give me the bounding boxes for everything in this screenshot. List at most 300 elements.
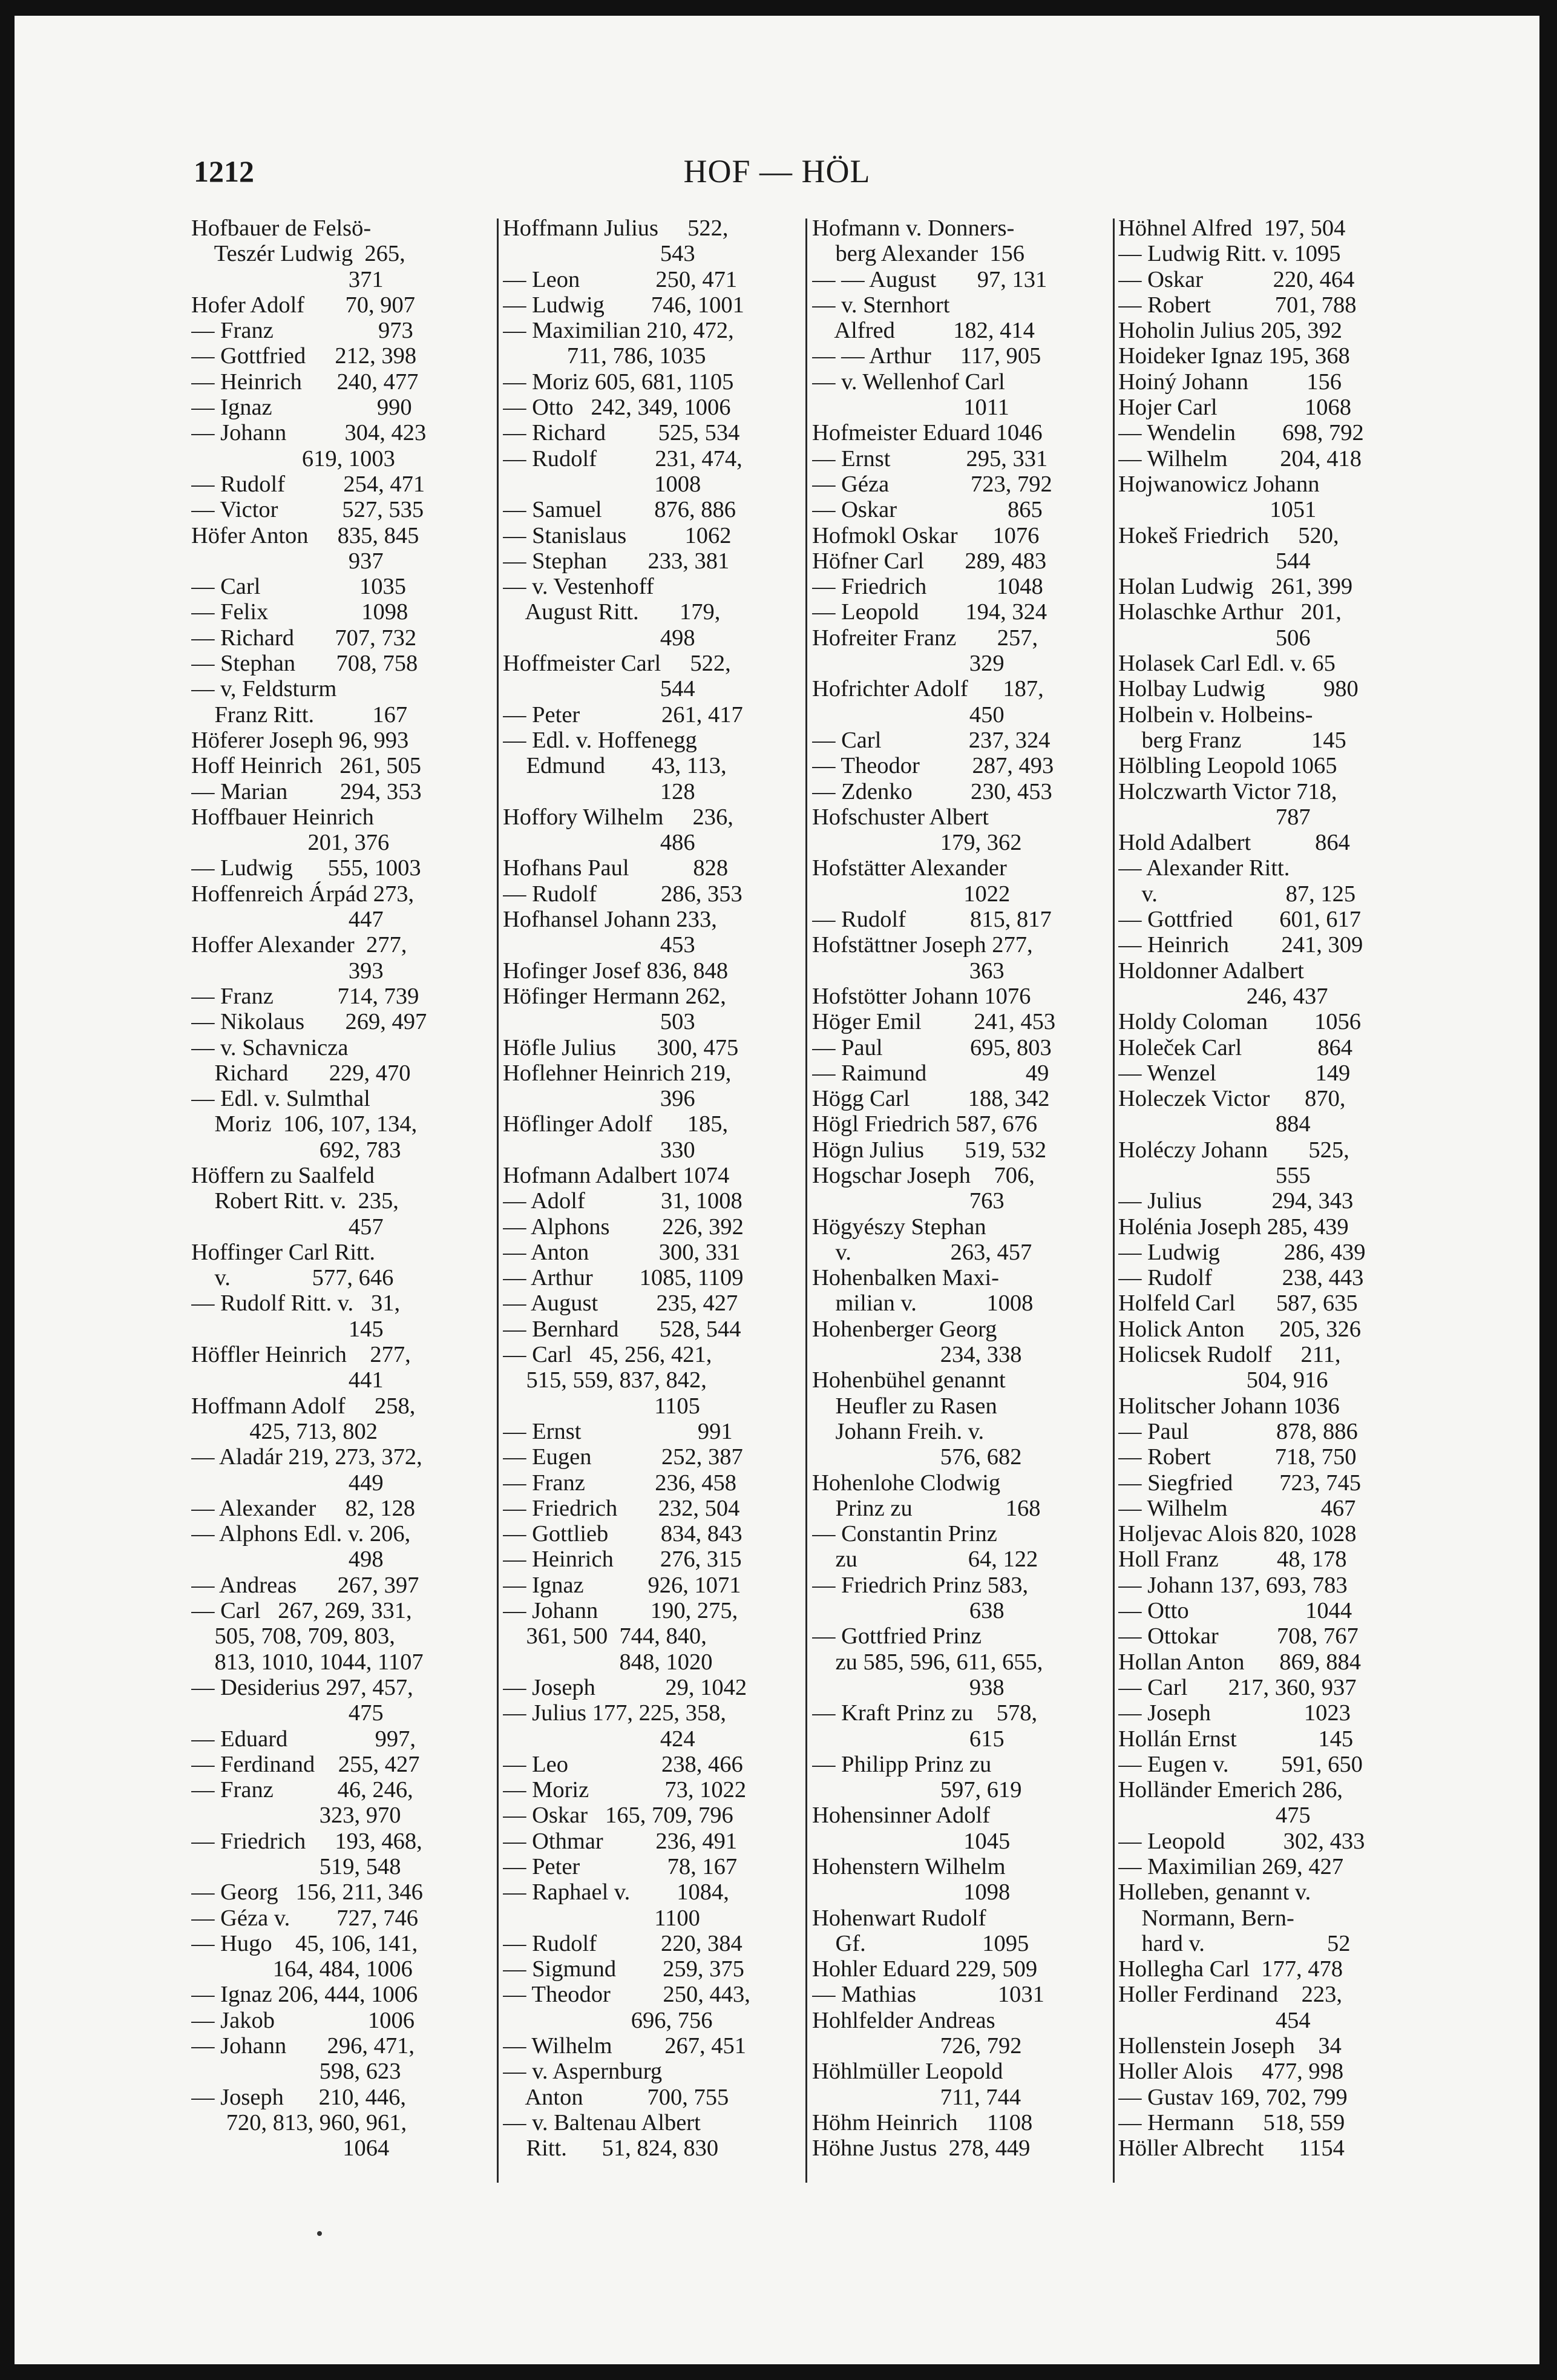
index-entry-line: Hojer Carl 1068 bbox=[1118, 395, 1351, 421]
index-entry-line: — Jakob 1006 bbox=[191, 2007, 415, 2033]
index-entry-line: — Joseph 1023 bbox=[1118, 1700, 1351, 1726]
index-entry-line: zu 64, 122 bbox=[812, 1547, 1038, 1573]
index-entry-line: Höflinger Adolf 185, bbox=[503, 1111, 729, 1137]
index-entry-line: 234, 338 bbox=[812, 1342, 1022, 1368]
index-entry-line: — Carl 45, 256, 421, bbox=[503, 1342, 712, 1368]
index-entry-line: — Alexander Ritt. bbox=[1118, 855, 1290, 881]
index-entry-line: — v, Feldsturm bbox=[191, 676, 337, 702]
index-entry-line: 506 bbox=[1118, 625, 1311, 651]
index-entry-line: v. 87, 125 bbox=[1118, 881, 1356, 907]
index-entry-line: 475 bbox=[1118, 1803, 1311, 1829]
index-column-3 bbox=[812, 215, 1103, 2183]
index-entry-line: Holbein v. Holbeins- bbox=[1118, 702, 1313, 728]
index-entry-line: — Oskar 220, 464 bbox=[1118, 266, 1355, 292]
index-entry-line: Hohenwart Rudolf bbox=[812, 1905, 986, 1931]
index-entry-line: 519, 548 bbox=[191, 1854, 401, 1879]
index-entry-line: Hollán Ernst 145 bbox=[1118, 1726, 1354, 1752]
index-entry-line: — Otto 242, 349, 1006 bbox=[503, 395, 731, 421]
index-entry-line: — Mathias 1031 bbox=[812, 1982, 1044, 2008]
index-entry-line: 544 bbox=[503, 676, 695, 702]
index-entry-line: — Sigmund 259, 375 bbox=[503, 1956, 744, 1982]
index-entry-line: — Peter 78, 167 bbox=[503, 1854, 738, 1879]
index-entry-line: — Zdenko 230, 453 bbox=[812, 778, 1052, 804]
index-entry-line: Hokeš Friedrich 520, bbox=[1118, 522, 1339, 548]
index-entry-line: Holaschke Arthur 201, bbox=[1118, 599, 1342, 625]
index-entry-line: 1098 bbox=[812, 1879, 1011, 1905]
index-entry-line: Hofmokl Oskar 1076 bbox=[812, 522, 1040, 548]
index-entry-line: 619, 1003 bbox=[191, 445, 395, 472]
stray-ink-dot bbox=[317, 2231, 322, 2236]
index-entry-line: 711, 744 bbox=[812, 2084, 1021, 2110]
index-entry-line: — Joseph 210, 446, bbox=[191, 2084, 407, 2110]
index-entry-line: milian v. 1008 bbox=[812, 1290, 1034, 1317]
index-entry-line: — Ottokar 708, 767 bbox=[1118, 1623, 1359, 1649]
page-header bbox=[15, 16, 1539, 197]
index-entry-line: Edmund 43, 113, bbox=[503, 753, 727, 779]
index-entry-line: — Constantin Prinz bbox=[812, 1521, 997, 1547]
index-entry-line: — Ludwig Ritt. v. 1095 bbox=[1118, 241, 1341, 267]
index-entry-line: — Moriz 73, 1022 bbox=[503, 1777, 747, 1803]
index-entry-line: — Johann 190, 275, bbox=[503, 1598, 738, 1624]
index-entry-line: — Carl 1035 bbox=[191, 574, 407, 600]
index-entry-line: 543 bbox=[503, 241, 695, 267]
index-entry-line: 544 bbox=[1118, 548, 1311, 574]
index-entry-line: Högl Friedrich 587, 676 bbox=[812, 1111, 1038, 1137]
index-entry-line: — Othmar 236, 491 bbox=[503, 1828, 738, 1854]
index-entry-line: — — August 97, 131 bbox=[812, 266, 1047, 292]
index-entry-line: 503 bbox=[503, 1009, 695, 1035]
index-entry-line: 884 bbox=[1118, 1111, 1311, 1137]
index-entry-line: Hoffmann Adolf 258, bbox=[191, 1393, 416, 1419]
index-entry-line: Holler Ferdinand 223, bbox=[1118, 1982, 1342, 2008]
index-entry-line: 638 bbox=[812, 1598, 1005, 1624]
index-entry-line: — Friedrich 193, 468, bbox=[191, 1828, 422, 1854]
index-entry-line: — Felix 1098 bbox=[191, 599, 408, 625]
index-column-4 bbox=[1118, 215, 1409, 2183]
index-entry-line: 330 bbox=[503, 1137, 695, 1163]
index-entry-line: — Wendelin 698, 792 bbox=[1118, 420, 1364, 446]
index-entry-line: Hofmeister Eduard 1046 bbox=[812, 420, 1043, 446]
index-entry-line: — Ludwig 746, 1001 bbox=[503, 292, 744, 318]
index-entry-line: — Maximilian 269, 427 bbox=[1118, 1854, 1344, 1879]
index-entry-line: — Philipp Prinz zu bbox=[812, 1751, 992, 1777]
index-entry-line: — Ludwig 286, 439 bbox=[1118, 1239, 1366, 1265]
index-entry-line: 937 bbox=[191, 548, 384, 574]
index-entry-line: Holleben, genannt v. bbox=[1118, 1879, 1311, 1905]
index-entry-line: Gf. 1095 bbox=[812, 1930, 1029, 1956]
index-entry-line: — Franz 236, 458 bbox=[503, 1470, 737, 1496]
index-entry-line: — Stephan 233, 381 bbox=[503, 548, 730, 574]
index-entry-line: Hoffinger Carl Ritt. bbox=[191, 1239, 376, 1265]
index-entry-line: — Aladár 219, 273, 372, bbox=[191, 1444, 422, 1470]
index-entry-line: — Heinrich 240, 477 bbox=[191, 369, 419, 395]
index-entry-line: 515, 559, 837, 842, bbox=[503, 1367, 707, 1393]
index-entry-line: Hofschuster Albert bbox=[812, 804, 989, 830]
index-entry-line: Holler Alois 477, 998 bbox=[1118, 2059, 1344, 2085]
index-entry-line: zu 585, 596, 611, 655, bbox=[812, 1649, 1043, 1675]
index-entry-line: Hold Adalbert 864 bbox=[1118, 830, 1350, 856]
index-entry-line: 787 bbox=[1118, 804, 1311, 830]
index-entry-line: hard v. 52 bbox=[1118, 1930, 1351, 1956]
index-entry-line: — Wilhelm 467 bbox=[1118, 1495, 1356, 1521]
index-entry-line: 450 bbox=[812, 702, 1005, 728]
index-entry-line: — Bernhard 528, 544 bbox=[503, 1316, 741, 1342]
document-page bbox=[15, 16, 1539, 2364]
index-entry-line: — Johann 304, 423 bbox=[191, 420, 427, 446]
index-entry-line: 447 bbox=[191, 907, 384, 933]
index-entry-line: — Géza 723, 792 bbox=[812, 471, 1052, 497]
index-entry-line: — Otto 1044 bbox=[1118, 1598, 1352, 1624]
index-entry-line: v. 577, 646 bbox=[191, 1265, 394, 1291]
index-entry-line: Holan Ludwig 261, 399 bbox=[1118, 574, 1353, 600]
index-entry-line: Holeczek Victor 870, bbox=[1118, 1086, 1346, 1112]
index-entry-line: — Franz 714, 739 bbox=[191, 983, 419, 1009]
index-entry-line: 938 bbox=[812, 1674, 1005, 1700]
index-entry-line: — Julius 294, 343 bbox=[1118, 1188, 1354, 1214]
index-entry-line: — Rudolf 254, 471 bbox=[191, 471, 425, 497]
index-entry-line: — v. Vestenhoff bbox=[503, 574, 654, 600]
index-entry-line: Hohlfelder Andreas bbox=[812, 2007, 995, 2033]
index-entry-line: — Carl 267, 269, 331, bbox=[191, 1598, 412, 1624]
index-entry-line: — Johann 137, 693, 783 bbox=[1118, 1572, 1348, 1598]
index-entry-line: Ritt. 51, 824, 830 bbox=[503, 2135, 719, 2161]
index-entry-line: 1011 bbox=[812, 395, 1009, 421]
index-columns bbox=[191, 215, 1414, 2183]
index-entry-line: Holdy Coloman 1056 bbox=[1118, 1009, 1362, 1035]
index-entry-line: — Leo 238, 466 bbox=[503, 1751, 743, 1777]
index-entry-line: — Samuel 876, 886 bbox=[503, 497, 736, 523]
index-entry-line: — Rudolf 286, 353 bbox=[503, 881, 742, 907]
index-entry-line: 361, 500 744, 840, bbox=[503, 1623, 707, 1649]
index-entry-line: Hofhans Paul 828 bbox=[503, 855, 729, 881]
index-entry-line: Hohensinner Adolf bbox=[812, 1803, 991, 1829]
index-entry-line: 498 bbox=[191, 1547, 384, 1573]
index-entry-line: Hofreiter Franz 257, bbox=[812, 625, 1038, 651]
index-entry-line: Holitscher Johann 1036 bbox=[1118, 1393, 1340, 1419]
index-entry-line: — Wilhelm 204, 418 bbox=[1118, 445, 1362, 472]
index-entry-line: — Géza v. 727, 746 bbox=[191, 1905, 418, 1931]
index-entry-line: Robert Ritt. v. 235, bbox=[191, 1188, 399, 1214]
index-entry-line: 696, 756 bbox=[503, 2007, 713, 2033]
index-entry-line: Hollan Anton 869, 884 bbox=[1118, 1649, 1362, 1675]
index-entry-line: berg Franz 145 bbox=[1118, 727, 1346, 753]
index-entry-line: 424 bbox=[503, 1726, 695, 1752]
index-entry-line: — Rudolf 238, 443 bbox=[1118, 1265, 1364, 1291]
index-entry-line: — Heinrich 241, 309 bbox=[1118, 932, 1363, 958]
index-entry-line: Teszér Ludwig 265, bbox=[191, 241, 405, 267]
index-entry-line: Holéczy Johann 525, bbox=[1118, 1137, 1349, 1163]
index-entry-line: — Franz 46, 246, bbox=[191, 1777, 413, 1803]
index-entry-line: — Oskar 165, 709, 796 bbox=[503, 1803, 733, 1829]
index-entry-line: — Gottlieb 834, 843 bbox=[503, 1521, 742, 1547]
index-entry-line: — Paul 695, 803 bbox=[812, 1034, 1052, 1060]
index-entry-line: Prinz zu 168 bbox=[812, 1495, 1041, 1521]
index-entry-line: Holfeld Carl 587, 635 bbox=[1118, 1290, 1358, 1317]
index-entry-line: — Leon 250, 471 bbox=[503, 266, 738, 292]
index-entry-line: — Richard 707, 732 bbox=[191, 625, 417, 651]
index-entry-line: — Rudolf 231, 474, bbox=[503, 445, 742, 472]
index-entry-line: — Richard 525, 534 bbox=[503, 420, 740, 446]
index-entry-line: — Nikolaus 269, 497 bbox=[191, 1009, 427, 1035]
index-entry-line: — Robert 701, 788 bbox=[1118, 292, 1357, 318]
index-entry-line: Hofbauer de Felsö- bbox=[191, 215, 372, 241]
index-entry-line: — v. Baltenau Albert bbox=[503, 2109, 701, 2135]
index-entry-line: 597, 619 bbox=[812, 1777, 1022, 1803]
index-entry-line: — Gottfried 212, 398 bbox=[191, 343, 417, 369]
index-entry-line: — Julius 177, 225, 358, bbox=[503, 1700, 726, 1726]
index-entry-line: — Wilhelm 267, 451 bbox=[503, 2033, 746, 2059]
index-entry-line: — Ferdinand 255, 427 bbox=[191, 1751, 420, 1777]
index-entry-line: Hofstötter Johann 1076 bbox=[812, 983, 1031, 1009]
index-entry-line: 393 bbox=[191, 958, 384, 984]
index-entry-line: Hofinger Josef 836, 848 bbox=[503, 958, 729, 984]
index-entry-line: — Carl 217, 360, 937 bbox=[1118, 1674, 1357, 1700]
index-entry-line: 1100 bbox=[503, 1905, 700, 1931]
index-entry-line: — Gottfried Prinz bbox=[812, 1623, 982, 1649]
index-entry-line: — Friedrich Prinz 583, bbox=[812, 1572, 1029, 1598]
index-entry-line: Richard 229, 470 bbox=[191, 1060, 411, 1086]
index-entry-line: 246, 437 bbox=[1118, 983, 1328, 1009]
index-entry-line: — Eugen v. 591, 650 bbox=[1118, 1751, 1363, 1777]
index-entry-line: Holjevac Alois 820, 1028 bbox=[1118, 1521, 1357, 1547]
index-entry-line: 692, 783 bbox=[191, 1137, 401, 1163]
index-entry-line: Höfle Julius 300, 475 bbox=[503, 1034, 739, 1060]
index-entry-line: Hoideker Ignaz 195, 368 bbox=[1118, 343, 1350, 369]
index-entry-line: Höhnel Alfred 197, 504 bbox=[1118, 215, 1346, 241]
index-entry-line: — Friedrich 1048 bbox=[812, 574, 1043, 600]
index-entry-line: 1051 bbox=[1118, 497, 1317, 523]
index-entry-line: Holczwarth Victor 718, bbox=[1118, 778, 1337, 804]
index-entry-line: — Moriz 605, 681, 1105 bbox=[503, 369, 734, 395]
index-entry-line: berg Alexander 156 bbox=[812, 241, 1025, 267]
index-entry-line: 475 bbox=[191, 1700, 384, 1726]
index-entry-line: 164, 484, 1006 bbox=[191, 1956, 413, 1982]
index-entry-line: — Ernst 295, 331 bbox=[812, 445, 1048, 472]
index-entry-line: 1064 bbox=[191, 2135, 390, 2161]
index-entry-line: 441 bbox=[191, 1367, 384, 1393]
index-entry-line: — Wenzel 149 bbox=[1118, 1060, 1351, 1086]
index-entry-line: — Ignaz 990 bbox=[191, 395, 412, 421]
index-entry-line: 505, 708, 709, 803, bbox=[191, 1623, 395, 1649]
index-entry-line: Höfer Anton 835, 845 bbox=[191, 522, 419, 548]
index-entry-line: 813, 1010, 1044, 1107 bbox=[191, 1649, 424, 1675]
index-entry-line: Höffler Heinrich 277, bbox=[191, 1342, 411, 1368]
index-entry-line: — — Arthur 117, 905 bbox=[812, 343, 1041, 369]
index-entry-line: — Ernst 991 bbox=[503, 1418, 733, 1444]
index-entry-line: Hollenstein Joseph 34 bbox=[1118, 2033, 1342, 2059]
index-entry-line: 323, 970 bbox=[191, 1803, 401, 1829]
index-entry-line: — v. Aspernburg bbox=[503, 2059, 663, 2085]
index-entry-line: 1105 bbox=[503, 1393, 700, 1419]
index-entry-line: Franz Ritt. 167 bbox=[191, 702, 408, 728]
index-entry-line: Hohenbühel genannt bbox=[812, 1367, 1006, 1393]
index-entry-line: Hojwanowicz Johann bbox=[1118, 471, 1320, 497]
index-entry-line: — Paul 878, 886 bbox=[1118, 1418, 1358, 1444]
index-entry-line: — Marian 294, 353 bbox=[191, 778, 422, 804]
index-entry-line: 726, 792 bbox=[812, 2033, 1022, 2059]
index-entry-line: Höhm Heinrich 1108 bbox=[812, 2109, 1033, 2135]
index-entry-line: Holick Anton 205, 326 bbox=[1118, 1316, 1362, 1342]
index-entry-line: — Carl 237, 324 bbox=[812, 727, 1051, 753]
index-entry-line: 598, 623 bbox=[191, 2059, 401, 2085]
index-entry-line: 711, 786, 1035 bbox=[503, 343, 706, 369]
index-entry-line: 449 bbox=[191, 1470, 384, 1496]
index-entry-line: 371 bbox=[191, 266, 384, 292]
index-entry-line: — Edl. v. Sulmthal bbox=[191, 1086, 370, 1112]
index-entry-line: 848, 1020 bbox=[503, 1649, 713, 1675]
index-entry-line: — Leopold 302, 433 bbox=[1118, 1828, 1365, 1854]
index-entry-line: Höller Albrecht 1154 bbox=[1118, 2135, 1345, 2161]
index-entry-line: Hoffer Alexander 277, bbox=[191, 932, 407, 958]
index-entry-line: — Peter 261, 417 bbox=[503, 702, 743, 728]
index-entry-line: Hoholin Julius 205, 392 bbox=[1118, 318, 1343, 344]
index-entry-line: Hofstättner Joseph 277, bbox=[812, 932, 1033, 958]
index-entry-line: Heufler zu Rasen bbox=[812, 1393, 997, 1419]
index-entry-line: 763 bbox=[812, 1188, 1005, 1214]
index-entry-line: — v. Schavnicza bbox=[191, 1034, 349, 1060]
index-entry-line: Höffern zu Saalfeld bbox=[191, 1162, 375, 1188]
index-entry-line: — Raphael v. 1084, bbox=[503, 1879, 729, 1905]
index-entry-line: Hofstätter Alexander bbox=[812, 855, 1007, 881]
index-entry-line: — v. Sternhort bbox=[812, 292, 950, 318]
index-entry-line: Hoflehner Heinrich 219, bbox=[503, 1060, 732, 1086]
index-entry-line: 615 bbox=[812, 1726, 1005, 1752]
index-entry-line: 454 bbox=[1118, 2007, 1311, 2033]
index-entry-line: — Ignaz 926, 1071 bbox=[503, 1572, 741, 1598]
page-number: 1212 bbox=[194, 154, 254, 188]
index-entry-line: Hofrichter Adolf 187, bbox=[812, 676, 1044, 702]
index-entry-line: — Alexander 82, 128 bbox=[191, 1495, 415, 1521]
index-entry-line: Hohenstern Wilhelm bbox=[812, 1854, 1006, 1879]
index-entry-line: Höferer Joseph 96, 993 bbox=[191, 727, 409, 753]
index-entry-line: — Ignaz 206, 444, 1006 bbox=[191, 1982, 418, 2008]
index-entry-line: 179, 362 bbox=[812, 830, 1022, 856]
index-entry-line: 201, 376 bbox=[191, 830, 390, 856]
index-entry-line: — Siegfried 723, 745 bbox=[1118, 1470, 1361, 1496]
index-entry-line: Högg Carl 188, 342 bbox=[812, 1086, 1050, 1112]
index-entry-line: Hohenbalken Maxi- bbox=[812, 1265, 999, 1291]
index-entry-line: — Franz 973 bbox=[191, 318, 413, 344]
index-entry-line: Moriz 106, 107, 134, bbox=[191, 1111, 418, 1137]
index-entry-line: August Ritt. 179, bbox=[503, 599, 721, 625]
index-entry-line: — Gustav 169, 702, 799 bbox=[1118, 2084, 1348, 2110]
index-entry-line: Hoffmann Julius 522, bbox=[503, 215, 729, 241]
index-entry-line: 425, 713, 802 bbox=[191, 1418, 378, 1444]
index-entry-line: — Desiderius 297, 457, bbox=[191, 1674, 413, 1700]
index-entry-line: Hoffbauer Heinrich bbox=[191, 804, 374, 830]
index-entry-line: Holasek Carl Edl. v. 65 bbox=[1118, 651, 1336, 677]
index-entry-line: — Victor 527, 535 bbox=[191, 497, 424, 523]
index-column-1 bbox=[191, 215, 482, 2183]
index-entry-line: Hoffenreich Árpád 273, bbox=[191, 881, 415, 907]
index-entry-line: 363 bbox=[812, 958, 1005, 984]
index-entry-line: Hofmann Adalbert 1074 bbox=[503, 1162, 730, 1188]
index-entry-line: Johann Freih. v. bbox=[812, 1418, 985, 1444]
index-entry-line: Holbay Ludwig 980 bbox=[1118, 676, 1359, 702]
index-entry-line: — Gottfried 601, 617 bbox=[1118, 907, 1361, 933]
index-entry-line: 555 bbox=[1118, 1162, 1311, 1188]
index-entry-line: — Kraft Prinz zu 578, bbox=[812, 1700, 1038, 1726]
index-entry-line: — Theodor 250, 443, bbox=[503, 1982, 750, 2008]
index-entry-line: — Raimund 49 bbox=[812, 1060, 1049, 1086]
index-entry-line: — Edl. v. Hoffenegg bbox=[503, 727, 697, 753]
index-entry-line: — Anton 300, 331 bbox=[503, 1239, 741, 1265]
index-entry-line: Hohenlohe Clodwig bbox=[812, 1470, 1001, 1496]
index-entry-line: Hoffory Wilhelm 236, bbox=[503, 804, 733, 830]
index-entry-line: — Maximilian 210, 472, bbox=[503, 318, 734, 344]
index-entry-line: 457 bbox=[191, 1214, 384, 1240]
index-entry-line: — Rudolf 220, 384 bbox=[503, 1930, 742, 1956]
index-entry-line: Holl Franz 48, 178 bbox=[1118, 1547, 1347, 1573]
index-entry-line: — Johann 296, 471, bbox=[191, 2033, 415, 2059]
index-entry-line: — Rudolf 815, 817 bbox=[812, 907, 1052, 933]
index-entry-line: 486 bbox=[503, 830, 695, 856]
running-head: HOF — HÖL bbox=[683, 153, 871, 189]
index-entry-line: Holeček Carl 864 bbox=[1118, 1034, 1353, 1060]
index-entry-line: — Andreas 267, 397 bbox=[191, 1572, 419, 1598]
index-entry-line: 1045 bbox=[812, 1828, 1011, 1854]
index-entry-line: 396 bbox=[503, 1086, 695, 1112]
index-entry-line: — Hugo 45, 106, 141, bbox=[191, 1930, 418, 1956]
index-entry-line: — Alphons 226, 392 bbox=[503, 1214, 744, 1240]
index-entry-line: — Stanislaus 1062 bbox=[503, 522, 732, 548]
index-entry-line: Holländer Emerich 286, bbox=[1118, 1777, 1343, 1803]
index-entry-line: 498 bbox=[503, 625, 695, 651]
index-entry-line: Höhne Justus 278, 449 bbox=[812, 2135, 1031, 2161]
index-entry-line: Hofmann v. Donners- bbox=[812, 215, 1015, 241]
index-entry-line: 1022 bbox=[812, 881, 1011, 907]
index-entry-line: v. 263, 457 bbox=[812, 1239, 1032, 1265]
index-entry-line: Anton 700, 755 bbox=[503, 2084, 729, 2110]
index-entry-line: Hoiný Johann 156 bbox=[1118, 369, 1342, 395]
index-entry-line: Hogschar Joseph 706, bbox=[812, 1162, 1035, 1188]
index-entry-line: 145 bbox=[191, 1316, 384, 1342]
index-entry-line: Hofhansel Johann 233, bbox=[503, 907, 717, 933]
index-entry-line: — Adolf 31, 1008 bbox=[503, 1188, 742, 1214]
index-entry-line: — Oskar 865 bbox=[812, 497, 1043, 523]
index-entry-line: 576, 682 bbox=[812, 1444, 1022, 1470]
index-entry-line: — Arthur 1085, 1109 bbox=[503, 1265, 744, 1291]
index-entry-line: — Ludwig 555, 1003 bbox=[191, 855, 421, 881]
index-entry-line: Hollegha Carl 177, 478 bbox=[1118, 1956, 1343, 1982]
index-entry-line: — Rudolf Ritt. v. 31, bbox=[191, 1290, 401, 1317]
index-entry-line: Normann, Bern- bbox=[1118, 1905, 1294, 1931]
index-entry-line: Hohenberger Georg bbox=[812, 1316, 997, 1342]
index-entry-line: Hoffmeister Carl 522, bbox=[503, 651, 731, 677]
index-entry-line: — Georg 156, 211, 346 bbox=[191, 1879, 423, 1905]
index-entry-line: — Stephan 708, 758 bbox=[191, 651, 418, 677]
index-entry-line: Holicsek Rudolf 211, bbox=[1118, 1342, 1341, 1368]
index-entry-line: Höfner Carl 289, 483 bbox=[812, 548, 1047, 574]
index-entry-line: — Eugen 252, 387 bbox=[503, 1444, 743, 1470]
index-entry-line: Hofer Adolf 70, 907 bbox=[191, 292, 415, 318]
index-entry-line: Hoff Heinrich 261, 505 bbox=[191, 753, 421, 779]
index-entry-line: 453 bbox=[503, 932, 695, 958]
index-entry-line: — Robert 718, 750 bbox=[1118, 1444, 1357, 1470]
index-entry-line: Holdonner Adalbert bbox=[1118, 958, 1304, 984]
index-entry-line: — Joseph 29, 1042 bbox=[503, 1674, 747, 1700]
index-entry-line: — Theodor 287, 493 bbox=[812, 753, 1054, 779]
index-entry-line: — Leopold 194, 324 bbox=[812, 599, 1047, 625]
index-entry-line: Höfinger Hermann 262, bbox=[503, 983, 726, 1009]
index-entry-line: — Friedrich 232, 504 bbox=[503, 1495, 740, 1521]
index-entry-line: — August 235, 427 bbox=[503, 1290, 738, 1317]
index-entry-line: — v. Wellenhof Carl bbox=[812, 369, 1005, 395]
index-entry-line: — Hermann 518, 559 bbox=[1118, 2109, 1345, 2135]
index-entry-line: 1008 bbox=[503, 471, 701, 497]
index-entry-line: 128 bbox=[503, 778, 695, 804]
index-entry-line: Alfred 182, 414 bbox=[812, 318, 1035, 344]
